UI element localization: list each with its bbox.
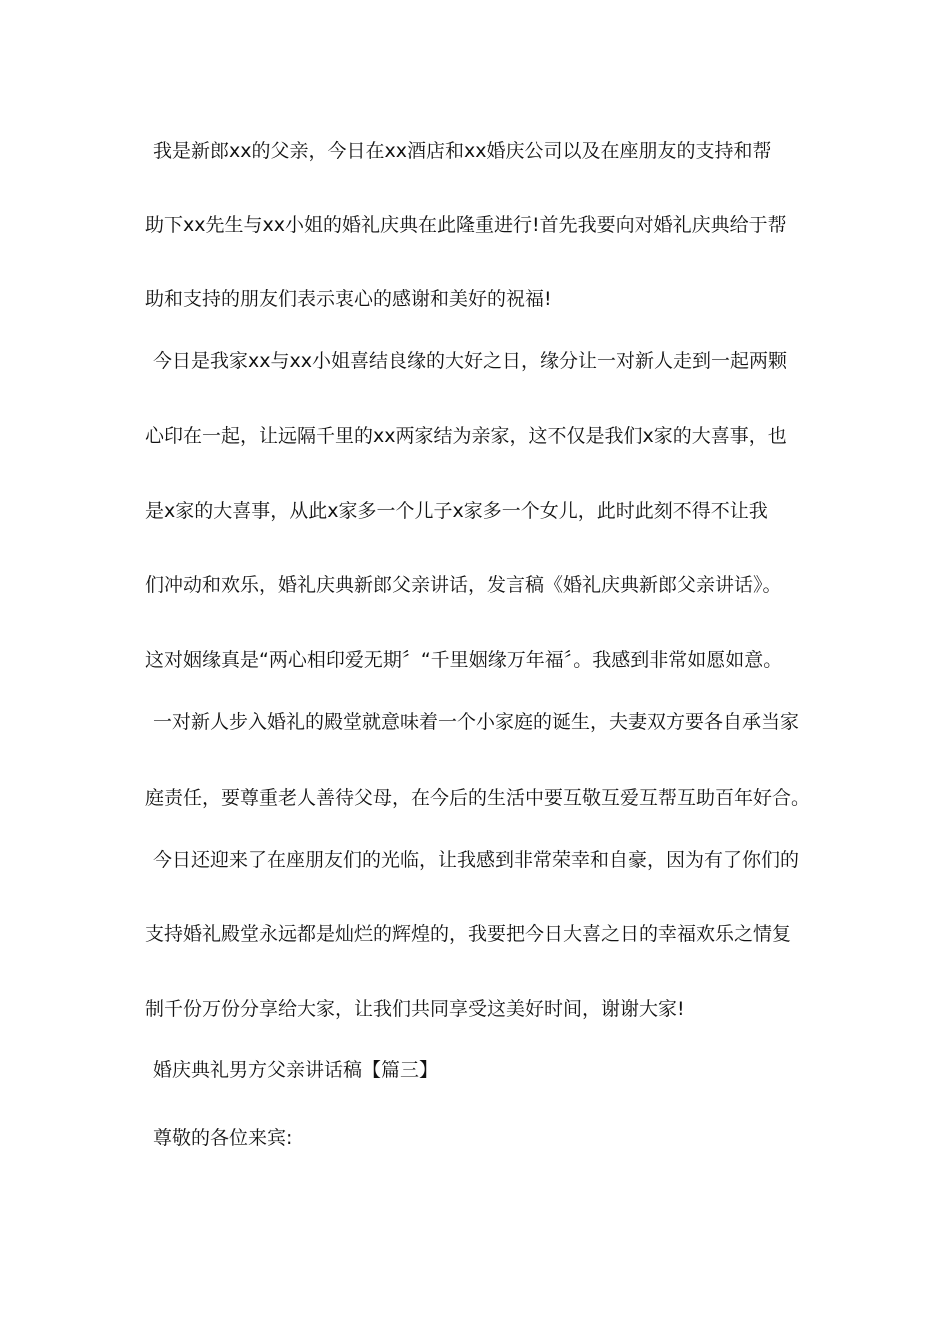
paragraph-1-line-1: 我是新郎xx的父亲，今日在xx酒店和xx婚庆公司以及在座朋友的支持和帮 xyxy=(153,140,772,162)
paragraph-4-line-2: 支持婚礼殿堂永远都是灿烂的辉煌的，我要把今日大喜之日的幸福欢乐之情复 xyxy=(145,923,792,945)
paragraph-3-line-1: 一对新人步入婚礼的殿堂就意味着一个小家庭的诞生，夫妻双方要各自承当家 xyxy=(153,711,800,733)
paragraph-4-line-3: 制千份万份分享给大家，让我们共同享受这美好时间，谢谢大家! xyxy=(145,998,685,1020)
salutation: 尊敬的各位来宾: xyxy=(153,1127,293,1149)
paragraph-1-line-2: 助下xx先生与xx小姐的婚礼庆典在此隆重进行!首先我要向对婚礼庆典给于帮 xyxy=(145,214,787,236)
section-heading: 婚庆典礼男方父亲讲话稿【篇三】 xyxy=(153,1059,439,1081)
paragraph-3-line-2: 庭责任，要尊重老人善待父母，在今后的生活中要互敬互爱互帮互助百年好合。 xyxy=(145,787,811,809)
paragraph-2-line-4: 们冲动和欢乐，婚礼庆典新郎父亲讲话，发言稿《婚礼庆典新郎父亲讲话》。 xyxy=(145,574,782,596)
paragraph-2-line-2: 心印在一起，让远隔千里的xx两家结为亲家，这不仅是我们x家的大喜事，也 xyxy=(145,425,787,447)
paragraph-2-line-5: 这对姻缘真是“两心相印爱无期〞“千里姻缘万年福〞。我感到非常如愿如意。 xyxy=(145,649,783,671)
paragraph-2-line-3: 是x家的大喜事，从此x家多一个儿子x家多一个女儿，此时此刻不得不让我 xyxy=(145,500,768,522)
paragraph-2-line-1: 今日是我家xx与xx小姐喜结良缘的大好之日，缘分让一对新人走到一起两颗 xyxy=(153,350,787,372)
paragraph-4-line-1: 今日还迎来了在座朋友们的光临，让我感到非常荣幸和自豪，因为有了你们的 xyxy=(153,849,800,871)
paragraph-1-line-3: 助和支持的朋友们表示衷心的感谢和美好的祝福! xyxy=(145,288,552,310)
